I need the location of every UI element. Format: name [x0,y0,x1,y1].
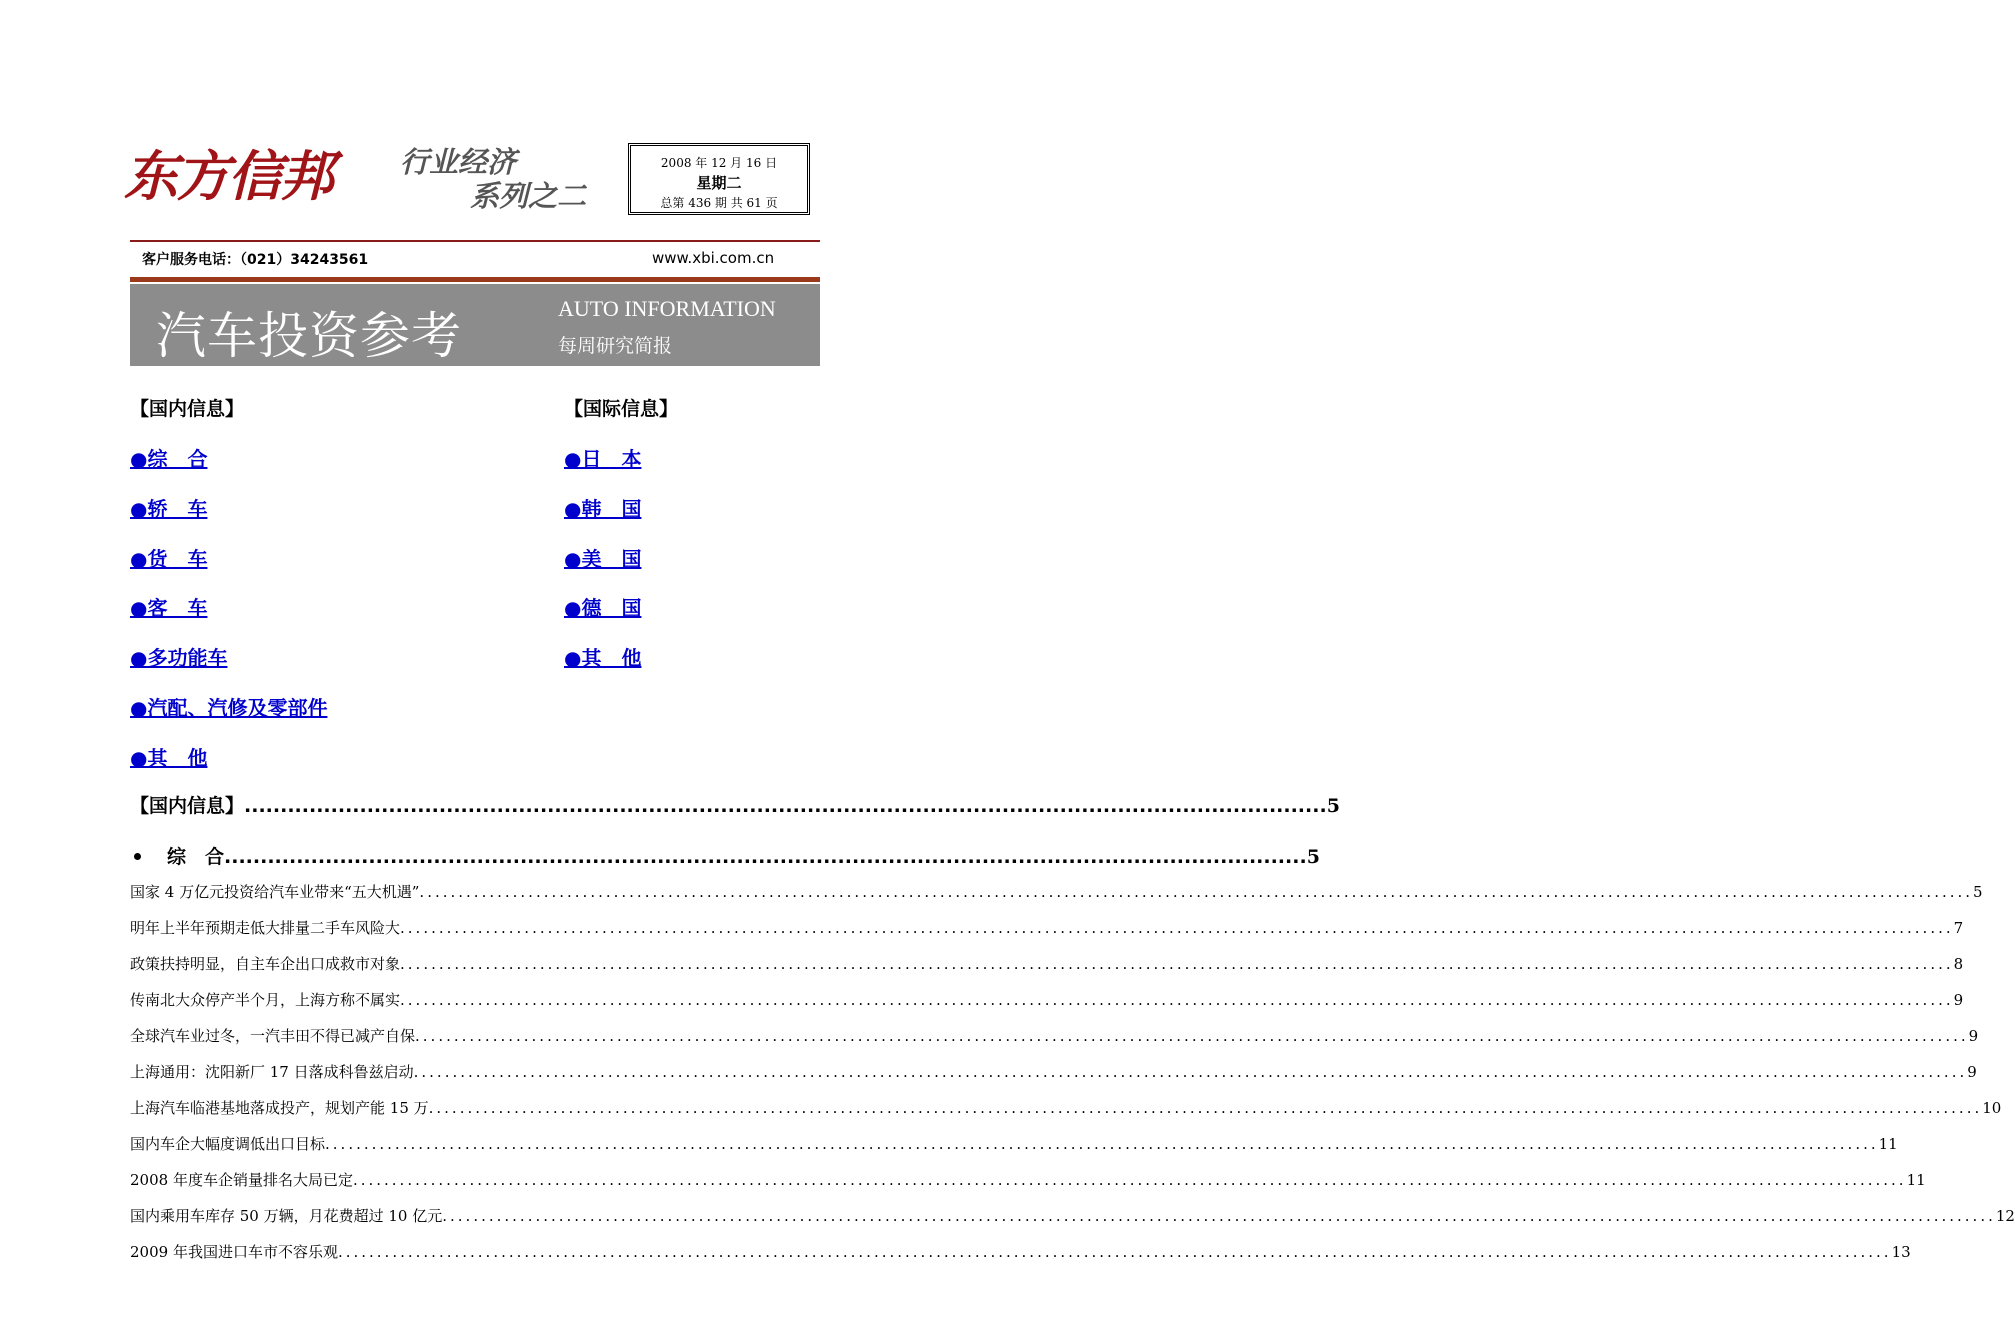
toc-entry-title: 上海汽车临港基地落成投产，规划产能 15 万 [130,1099,429,1117]
toc-leader: ........................................................................................................................................................................................................ [400,991,1954,1009]
title-banner [130,284,820,366]
issue-number: 总第 436 期 共 61 页 [660,196,778,210]
toc-entry-title: 2009 年我国进口车市不容乐观 [130,1243,338,1261]
toc-entry-page: 13 [1891,1243,1911,1261]
toc-section-domestic[interactable] [130,791,1340,818]
toc-entry[interactable] [130,953,1964,974]
issue-date: 2008 年 12 月 16 日 [660,156,778,170]
nav-link-usa[interactable]: ●美 国 [564,547,642,571]
toc-subsection-page: 5 [1306,846,1320,868]
toc-entry-page: 12 [1995,1207,2015,1225]
toc-entry-page: 9 [1967,1063,1977,1081]
toc-entry-title: 国家 4 万亿元投资给汽车业带来“五大机遇” [130,883,420,901]
toc-section-page: 5 [1326,795,1340,817]
toc-entry-title: 国内乘用车库存 50 万辆，月花费超过 10 亿元 [130,1207,443,1225]
toc-leader: ........................................................................................................................................................................................................ [337,1243,1892,1261]
international-heading: 【国际信息】 [564,398,679,420]
toc-leader: ........................................................................................................................................................................................................ [442,1207,1996,1225]
toc-entry[interactable] [130,1025,1979,1046]
series-line-1: 行业经济 [400,145,517,179]
toc-entry-page: 10 [1982,1099,2002,1117]
nav-link-bus[interactable]: ●客 车 [130,596,208,620]
toc-leader: ........................................................................................................................................................................................................ [352,1171,1907,1189]
toc-entry-title: 国内车企大幅度调低出口目标 [130,1135,326,1153]
toc-entry-page: 9 [1968,1027,1979,1045]
toc-entry[interactable] [130,989,1964,1010]
toc-entry-page: 7 [1953,919,1964,937]
nav-link-mpv[interactable]: ●多功能车 [130,646,228,670]
toc-entry-title: 传南北大众停产半个月，上海方称不属实 [130,991,401,1009]
banner-rule [130,277,820,282]
bullet-icon [134,853,141,860]
toc-leader: ........................................................................................................................................................................................................ [413,1063,1968,1081]
toc-entry[interactable] [130,1061,1977,1082]
toc-entry[interactable] [130,1133,1898,1154]
issue-date-box [628,143,810,215]
report-title: 汽车投资参考 [156,307,462,365]
report-subtitle: 每周研究简报 [558,335,673,357]
nav-link-korea[interactable]: ●韩 国 [564,497,642,521]
domestic-heading: 【国内信息】 [130,398,245,420]
toc-leader: ........................................................................................................................................................................................................ [415,1027,1969,1045]
toc-leader: ........................................................................................................................................................................................................ [400,919,1954,937]
toc-entry[interactable] [130,1097,2002,1118]
brand-name: 东方信邦 [124,144,332,208]
toc-entry-page: 8 [1953,955,1964,973]
toc-entry-title: 全球汽车业过冬，一汽丰田不得已减产自保 [130,1027,416,1045]
issue-weekday: 星期二 [696,174,742,192]
report-english-title: AUTO INFORMATION [558,296,776,321]
toc-subsection-title: 综 合 [167,846,225,868]
series-line-2: 系列之二 [470,179,587,213]
service-phone: 客户服务电话：（021）34243561 [142,252,369,268]
toc-entry-title: 明年上半年预期走低大排量二手车风险大 [130,919,401,937]
toc-entry-page: 9 [1953,991,1964,1009]
toc-entry[interactable] [130,1169,1926,1190]
nav-link-parts[interactable]: ●汽配、汽修及零部件 [130,696,328,720]
nav-link-germany[interactable]: ●德 国 [564,596,642,620]
toc-entry[interactable] [130,1205,2015,1226]
header-rule [130,240,820,242]
series-title [398,146,616,216]
toc-entry[interactable] [130,1241,1911,1262]
toc-leader: ........................................................................................................................................................................................................ [400,955,1954,973]
nav-link-general[interactable]: ●综 合 [130,447,208,471]
toc-entry-title: 政策扶持明显，自主车企出口成救市对象 [130,955,401,973]
nav-link-truck[interactable]: ●货 车 [130,547,208,571]
toc-entry-page: 5 [1973,883,1983,901]
toc-leader: ........................................................................................................................................................................................................ [419,883,1974,901]
nav-link-international-other[interactable]: ●其 他 [564,646,642,670]
nav-link-sedan[interactable]: ●轿 车 [130,497,208,521]
toc-entry-page: 11 [1906,1171,1926,1189]
toc-entry-title: 上海通用：沈阳新厂 17 日落成科鲁兹启动 [130,1063,414,1081]
nav-link-japan[interactable]: ●日 本 [564,447,642,471]
toc-section-title: 【国内信息】 [130,795,245,817]
toc-entry-title: 2008 年度车企销量排名大局已定 [130,1171,353,1189]
toc-leader: ........................................................................................................................................................................................................ [428,1099,1983,1117]
toc-leader: ...................................................................................................................................................... [244,795,1327,817]
toc-leader: ........................................................................................................................................................................................................ [325,1135,1879,1153]
toc-subsection-general[interactable] [130,842,1320,869]
website-link[interactable]: www.xbi.com.cn [652,249,775,267]
toc-leader: ...................................................................................................................................................... [224,846,1307,868]
nav-link-domestic-other[interactable]: ●其 他 [130,746,208,770]
brand-logo [124,128,386,228]
toc-entry-page: 11 [1878,1135,1898,1153]
toc-entry[interactable] [130,881,1983,902]
toc-entry[interactable] [130,917,1964,938]
